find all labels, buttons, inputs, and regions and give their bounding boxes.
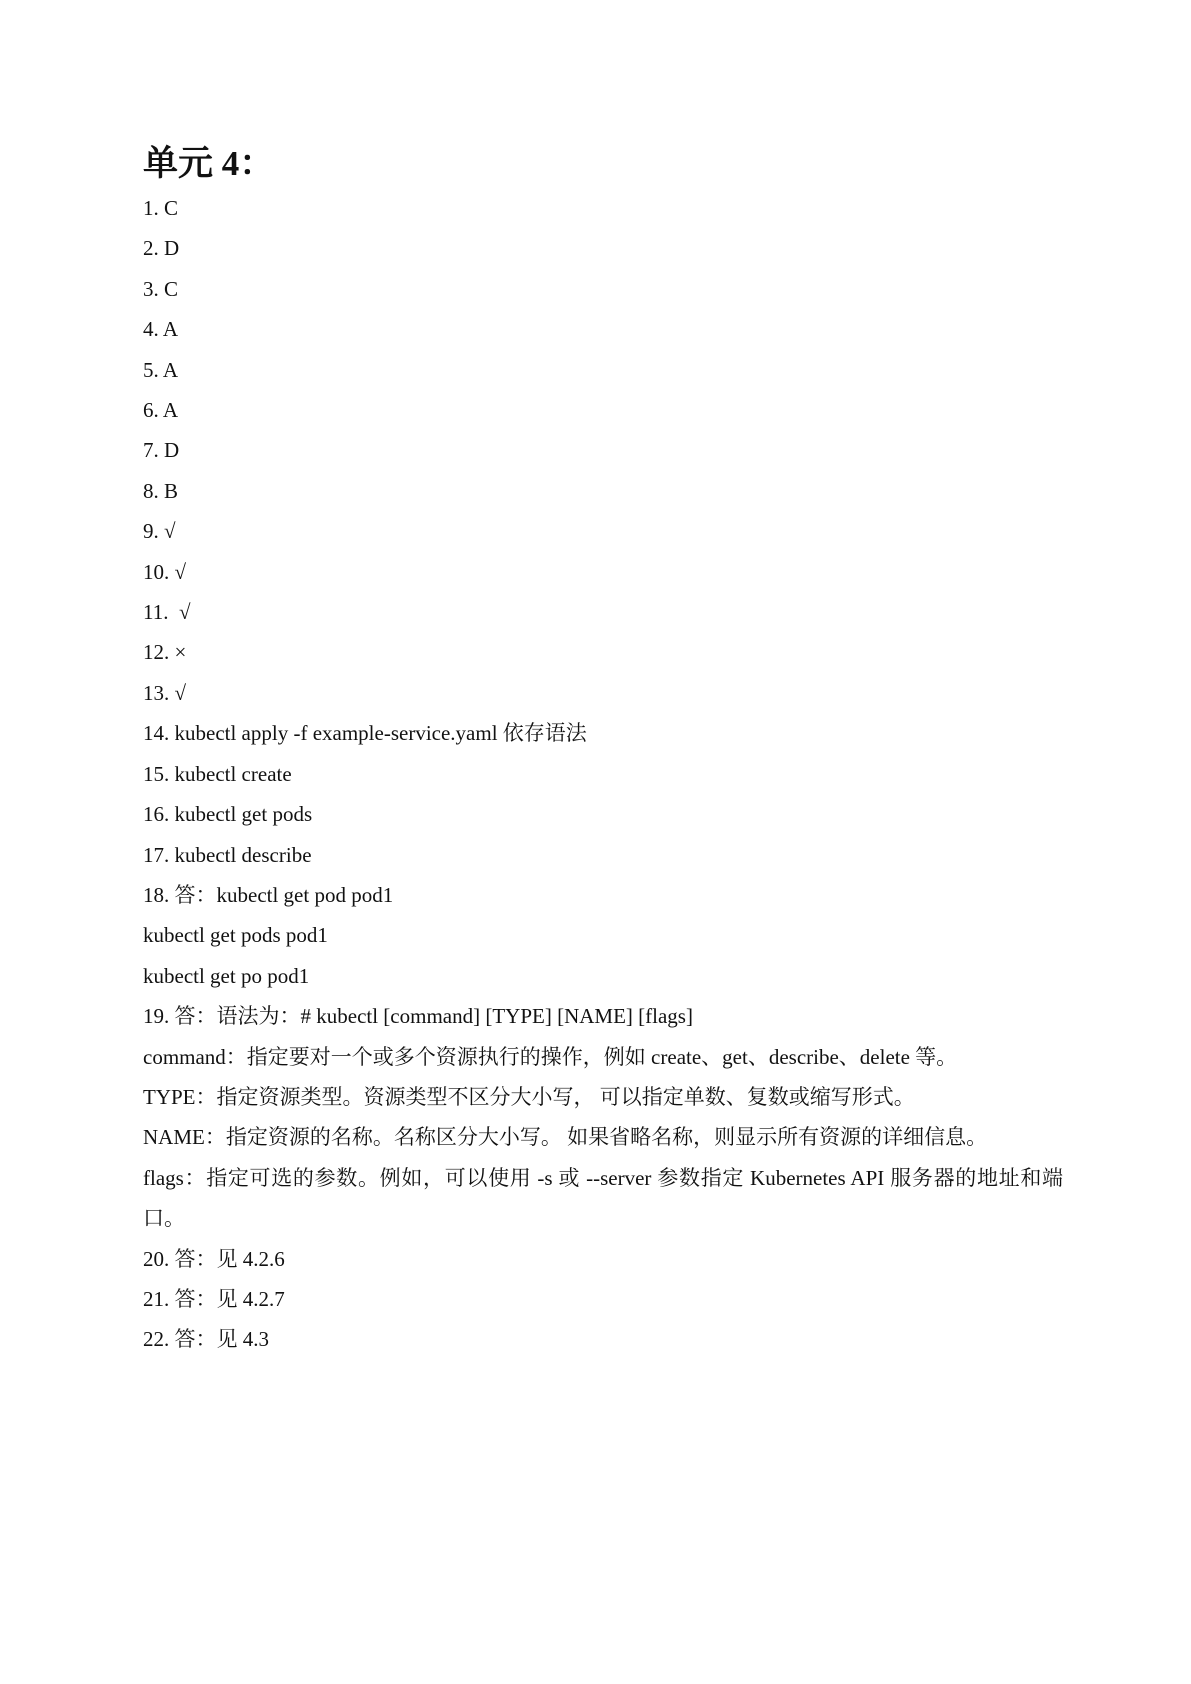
answer-line: 6. A (143, 398, 179, 423)
answer-line: 20. 答：见 4.2.6 (143, 1246, 285, 1271)
answer-line: kubectl get po pod1 (143, 963, 310, 988)
answer-line: 21. 答：见 4.2.7 (143, 1286, 285, 1311)
answer-content (143, 140, 1063, 1360)
answer-line: 4. A (143, 317, 179, 342)
unit-title: 单元 4： (143, 144, 275, 183)
answer-line: 5. A (143, 357, 179, 382)
answer-line: 7. D (143, 438, 180, 463)
answer-line: 1. C (143, 196, 179, 220)
answer-line: 14. kubectl apply -f example-service.yaml 依存语法 (143, 721, 587, 746)
answer-line: 13. √ (143, 680, 187, 705)
answer-line: 17. kubectl describe (143, 842, 312, 867)
answer-line: 22. 答：见 4.3 (143, 1327, 269, 1352)
explanation-name: NAME：指定资源的名称。名称区分大小写。 如果省略名称，则显示所有资源的详细信息。 (143, 1125, 988, 1150)
answer-line: kubectl get pods pod1 (143, 923, 328, 948)
answer-line: 11. √ (143, 600, 191, 625)
answer-list (143, 188, 1063, 1037)
explanation-type: TYPE：指定资源类型。资源类型不区分大小写， 可以指定单数、复数或缩写形式。 (143, 1084, 915, 1109)
answer-line: 10. √ (143, 559, 187, 584)
final-answer-list (143, 1239, 1063, 1360)
explanation-command: command：指定要对一个或多个资源执行的操作，例如 create、get、describe、delete 等。 (143, 1044, 958, 1069)
answer-line: 2. D (143, 236, 180, 261)
answer-line: 3. C (143, 276, 179, 301)
answer-line: 18. 答：kubectl get pod pod1 (143, 882, 394, 907)
answer-line: 16. kubectl get pods (143, 802, 313, 827)
answer-line: 12. × (143, 640, 187, 665)
answer-line: 19. 答：语法为：# kubectl [command] [TYPE] [NAME] [flags] (143, 1004, 693, 1029)
syntax-explanation (143, 1037, 1063, 1239)
answer-line: 15. kubectl create (143, 761, 292, 786)
explanation-flags: flags：指定可选的参数。例如，可以使用 -s 或 --server 参数指定 Kubernetes API 服务器的地址和端口。 (143, 1165, 1063, 1231)
answer-line: 9. √ (143, 519, 176, 544)
answer-line: 8. B (143, 478, 179, 503)
